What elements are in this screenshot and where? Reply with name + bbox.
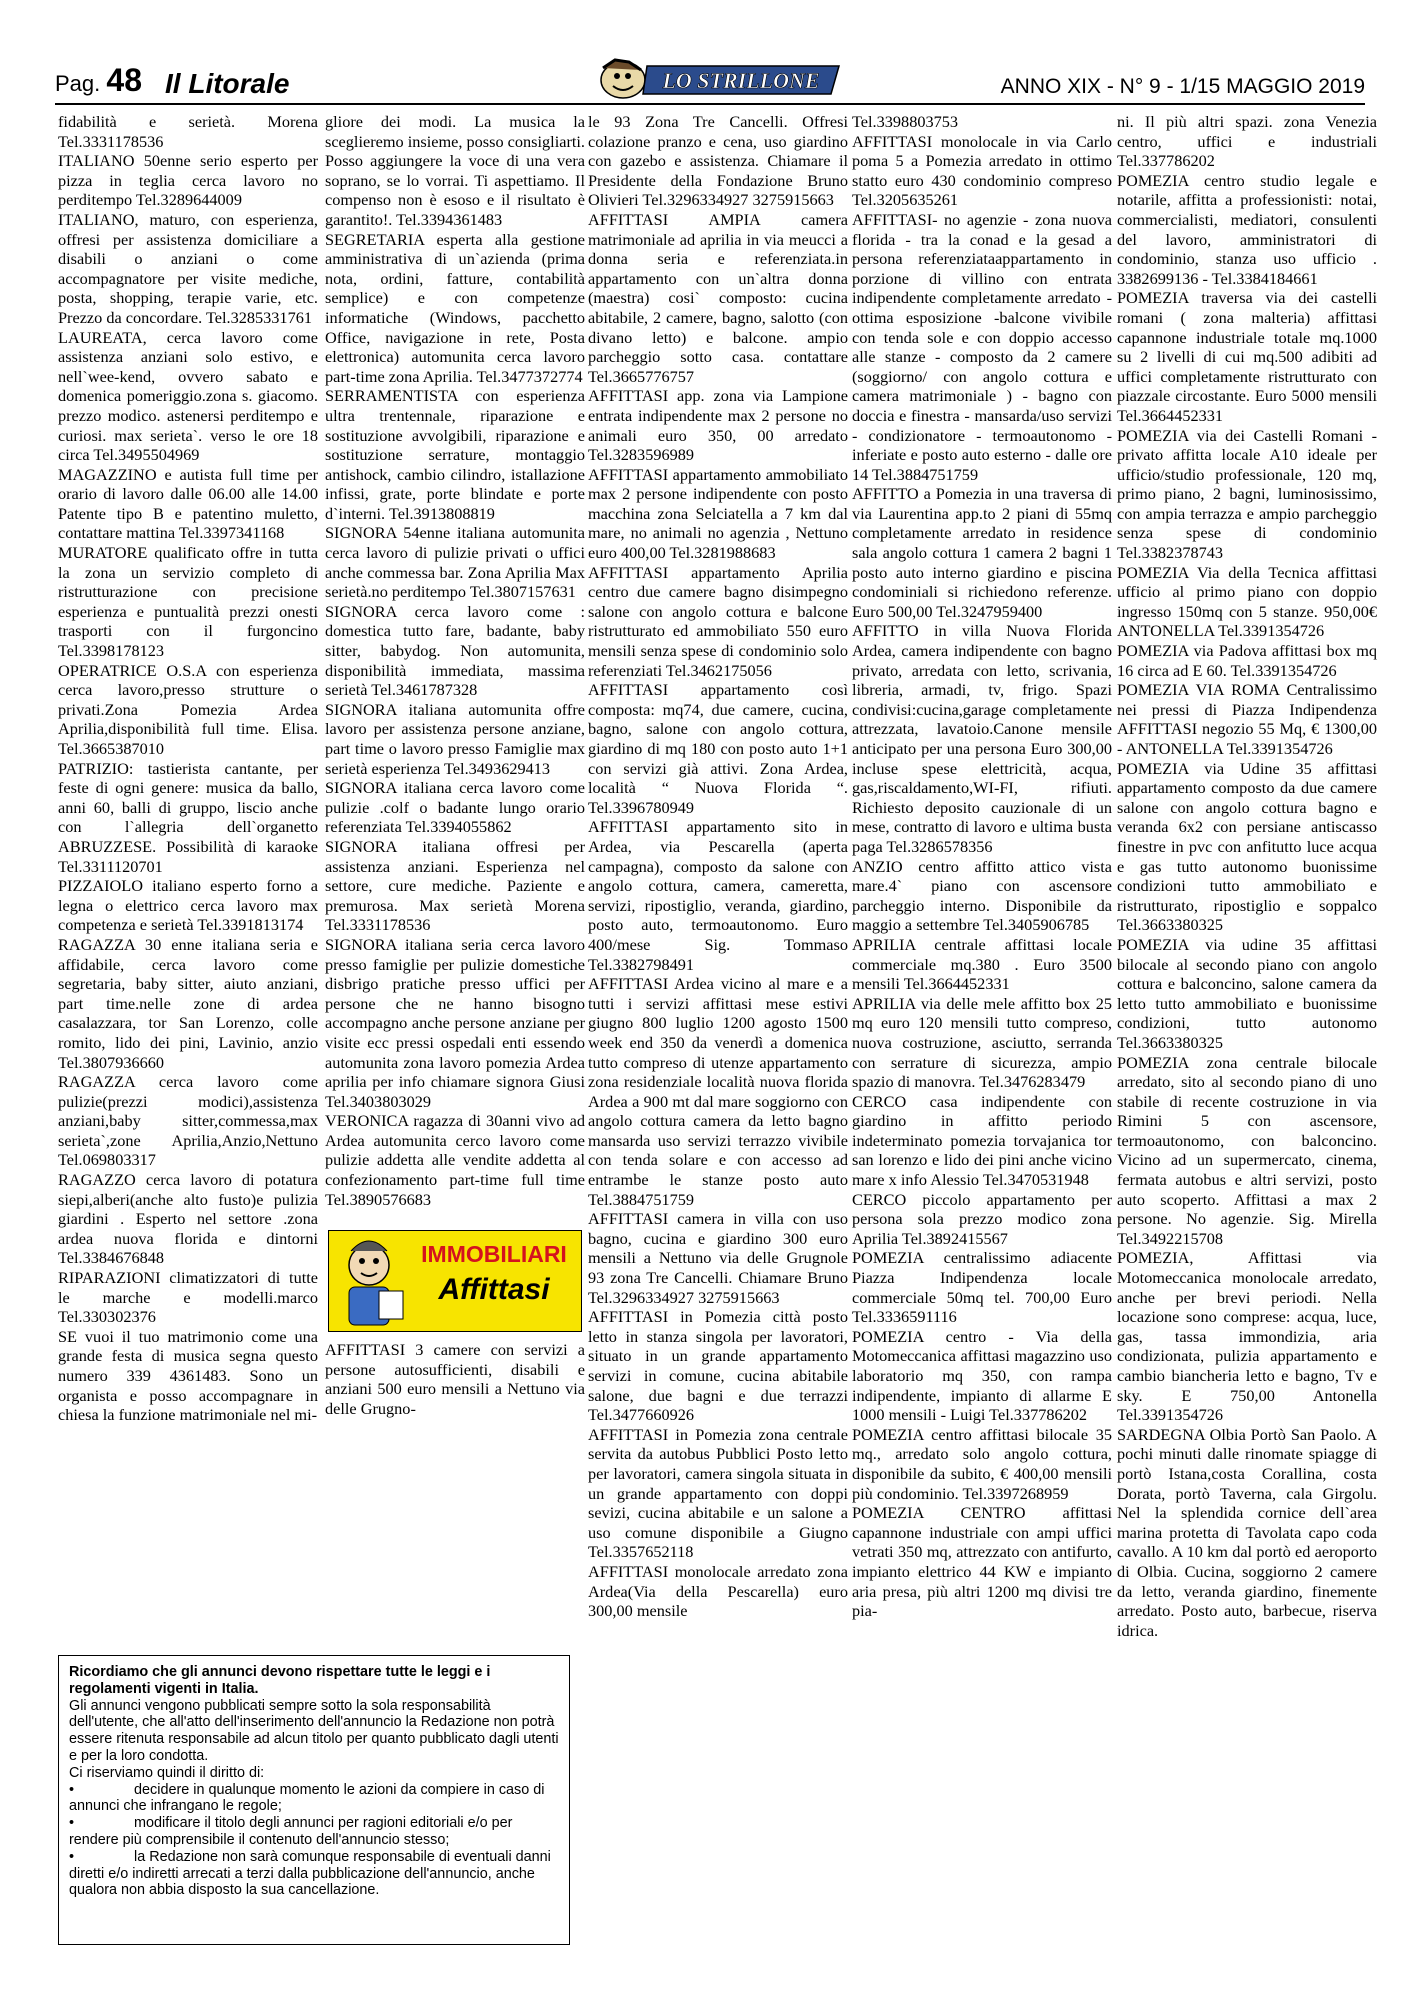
banner-subtitle: Affittasi	[438, 1273, 550, 1306]
column-2-continued	[325, 1340, 585, 1418]
classified-ad: ni. Il più altri spazi. zona Venezia centro, uffici e industriali Tel.337786202	[1117, 112, 1377, 171]
column-1	[58, 112, 318, 1652]
notice-right-item: • decidere in qualunque momento le azioni da compiere in caso di annunci che infrangano le regole;	[69, 1782, 559, 1816]
classified-ad: AFFITTASI app. zona via Lampione entrata indipendente max 2 persone no animali euro 350, 00 arredato Tel.3283596989	[588, 386, 848, 465]
classified-ad: MURATORE qualificato offre in tutta la zona un servizio completo di ristrutturazione con precisione esperienza e puntualità prezzi onesti trasporti con il furgoncino Tel.3398178123	[58, 543, 318, 661]
notice-right-item: • modificare il titolo degli annunci per ragioni editoriali e/o per rendere più comprensibile il contenuto dell'annuncio stesso;	[69, 1815, 559, 1849]
classified-ad: APRILIA centrale affittasi locale commerciale mq.380 . Euro 3500 mensili Tel.3664452331	[852, 934, 1112, 994]
notice-right-item: • la Redazione non sarà comunque responsabile di eventuali danni diretti e/o indiretti arrecati a terzi dalla pubblicazione dell'annuncio, anche qualora non abbia disposto la sua cancellazione.	[69, 1849, 559, 1899]
notice-rights-intro: Ci riserviamo quindi il diritto di:	[69, 1764, 265, 1781]
classified-ad: POMEZIA VIA ROMA Centralissimo nei pressi di Piazza Indipendenza AFFITTASI negozio 55 Mq, € 1300,00 - ANTONELLA Tel.3391354726	[1117, 680, 1377, 758]
newspaper-title: Il Litorale	[165, 68, 290, 99]
classified-ad: SIGNORA italiana cerca lavoro come pulizie .colf o badante lungo orario referenziata Tel.3394055862	[325, 778, 585, 837]
classified-ad: POMEZIA traversa via dei castelli romani ( zona malteria) affittasi capannone industriale totale mq.1000 su 2 livelli di cui mq.500 adibiti ad uffici completamente ristrutturato con piazzale circostante. Euro 5000 mensili Tel.3664452331	[1117, 288, 1377, 425]
classified-ad: PATRIZIO: tastierista cantante, per feste di ogni genere: musica da ballo, anni 60, balli di gruppo, liscio anche con l`allegria dell`organetto ABRUZZESE. Possibilità di karaoke Tel.3311120701	[58, 758, 318, 876]
classified-ad: POMEZIA centralissimo adiacente Piazza Indipendenza locale commerciale 50mq tel. 700,00 Euro Tel.3336591116	[852, 1248, 1112, 1327]
classified-ad: AFFITTASI in Pomezia città posto letto in stanza singola per lavoratori, situato in un grande appartamento servizi in comune, cucina abitabile salone, due bagni e due terrazzi Tel.3477660926	[588, 1307, 848, 1425]
classified-ad: AFFITTO a Pomezia in una traversa di via Laurentina app.to 2 piani di 55mq completamente arredato in residence sala angolo cottura 1 camera 2 bagni 1 posto auto interno giardino e piscina condominiali si richiedono referenze. Euro 500,00 Tel.3247959400	[852, 484, 1112, 621]
classified-ad: POMEZIA, Affittasi via Motomeccanica monolocale arredato, anche per brevi periodi. Nella locazione sono comprese: acqua, luce, gas, tassa immondizia, aria condizionata, pulizia appartamento e cambio biancheria letto e bagno, Tv e sky. E 750,00 Antonella Tel.3391354726	[1117, 1248, 1377, 1425]
classified-ad: CERCO casa indipendente con giardino in affitto periodo indeterminato pomezia torvajanica tor san lorenzo e lido dei pini anche vicino mare x info Alessio Tel.3470531948	[852, 1091, 1112, 1190]
classified-ad: POMEZIA Via della Tecnica affittasi ufficio al primo piano con doppio ingresso 150mq con 5 stanze. 950,00€ ANTONELLA Tel.3391354726	[1117, 562, 1377, 641]
classified-ad: SIGNORA cerca lavoro come : domestica tutto fare, badante, baby sitter, babydog. Non automunita, disponibilità immediata, massima serietà Tel.3461787328	[325, 601, 585, 700]
classified-ad: AFFITTO in villa Nuova Florida Ardea, camera indipendente con bagno privato, arredata con letto, scrivania, libreria, armadi, tv, frigo. Spazi condivisi:cucina,garage completamente attrezzata, lavatoio.Canone mensile anticipato per una persona Euro 300,00 incluse spese elettricità, acqua, gas,riscaldamento,WI-FI, rifiuti. Richiesto deposito cauzionale di un mese, contratto di lavoro e ultima busta paga Tel.3286578356	[852, 621, 1112, 856]
classified-ad: SIGNORA italiana automunita offre lavoro per assistenza persone anziane, part time o lavoro presso Famiglie max serietà esperienza Tel.3493629413	[325, 699, 585, 778]
immobiliari-affittasi-banner	[328, 1230, 582, 1332]
classified-ad: APRILIA via delle mele affitto box 25 mq euro 120 mensili tutto compreso, nuova costruzione, asciutto, serranda con serrature di sicurezza, ampio spazio di manovra. Tel.3476283479	[852, 993, 1112, 1092]
classified-ad: AFFITTASI appartamento così composta: mq74, due camere, cucina, bagno, salone con angolo cottura, giardino di mq 180 con posto auto 1+1 con servizi già attivi. Zona Ardea, località “ Nuova Florida “. Tel.3396780949	[588, 680, 848, 817]
classified-ad: AFFITTASI monolocale in via Carlo poma 5 a Pomezia arredato in ottimo statto euro 430 condominio compreso Tel.3205635261	[852, 131, 1112, 210]
classified-ad: POMEZIA centro studio legale e notarile, affitta a professionisti: notai, commercialisti, mediatori, consulenti del lavoro, amministratori di condominio, stanza uso ufficio . 3382699136 - Tel.3384184661	[1117, 170, 1377, 288]
classified-ad: AFFITTASI AMPIA camera matrimoniale ad aprilia in via meucci a donna seria e referenziata.in appartamento con un`altra donna (maestra) cosi` composto: cucina abitabile, 2 camere, bagno, salotto (con divano letto) e balcone. ampio parcheggio sotto casa. contattare Tel.3665776757	[588, 209, 848, 386]
classified-ad: Tel.3398803753	[852, 112, 959, 131]
banner-title: IMMOBILIARI	[421, 1241, 567, 1267]
classified-ad: POMEZIA via Udine 35 affittasi appartamento composto da due camere salone con angolo cottura bagno e veranda 6x2 con persiane antiscasso finestre in pvc con anfitutto luce acqua e gas tutto autonomo buonissime condizioni tutto ammobiliato e ristrutturato, ripostiglio e soppalco Tel.3663380325	[1117, 758, 1377, 935]
notice-rights-list	[69, 1782, 559, 1900]
classified-ad: SIGNORA italiana seria cerca lavoro presso famiglie per pulizie domestiche disbrigo pratiche presso uffici per persone che ne hanno bisogno accompagno anche persone anziane per visite ecc pressi ospedali enti essendo automunita zona lavoro pomezia Ardea aprilia per info chiamare signora Giusi Tel.3403803029	[325, 934, 585, 1111]
header-rule	[55, 103, 1365, 105]
column-2	[325, 112, 585, 1212]
logo-text: LO STRILLONE	[662, 68, 820, 93]
classified-ad: POMEZIA zona centrale bilocale arredato, sito al secondo piano di uno stabile di recente costruzione in via Rimini 5 con ascensore, termoautonomo, con balconcino. Vicino ad un supermercato, cinema, fermata autobus e altri servizi, posto auto scoperto. Affittasi a max 2 persone. No agenzie. Sig. Mirella Tel.3492215708	[1117, 1052, 1377, 1248]
column-4	[852, 112, 1112, 1992]
classified-ad: le 93 Zona Tre Cancelli. Offresi colazione pranzo e cena, uso giardino con gazebo e assistenza. Chiamare il Presidente della Fondazione Bruno Olivieri Tel.3296334927 3275915663	[588, 112, 848, 210]
classified-ad: POMEZIA centro - Via della Motomeccanica affittasi magazzino uso laboratorio mq 350, con rampa indipendente, impianto di allarme E 1000 mensili - Luigi Tel.337786202	[852, 1326, 1112, 1425]
classified-ad: AFFITTASI monolocale arredato zona Ardea(Via della Pescarella) euro 300,00 mensile	[588, 1561, 848, 1621]
classified-ad: LAUREATA, cerca lavoro come assistenza anziani solo estivo, e nell`wee-kend, ovvero sabato e domenica pomeriggio.zona s. giacomo. prezzo modico. astenersi perditempo e curiosi. max serieta`. verso le ore 18 circa Tel.3495504969	[58, 327, 318, 465]
mascot-illustration	[329, 1231, 409, 1331]
classified-ad: POMEZIA centro affittasi bilocale 35 mq., arredato solo angolo cottura, disponibile da subito, € 400,00 mensili più condominio. Tel.3397268959	[852, 1424, 1112, 1503]
classified-ad: VERONICA ragazza di 30anni vivo ad Ardea automunita cerco lavoro come pulizie addetta alle vendite addetta al confezionamento part-time full time Tel.3890576683	[325, 1111, 585, 1209]
classified-ad: SE vuoi il tuo matrimonio come una grande festa di musica segna questo numero 339 4361483. Sono un organista e posso accompagnare in chiesa la funzione matrimoniale nel mi-	[58, 1326, 318, 1425]
classified-ad: AFFITTASI in Pomezia zona centrale servita da autobus Pubblici Posto letto per lavoratori, camera singola situata in un grande appartamento con doppi sevizi, cucina abitabile e un salone a uso comune disponibile a Giugno Tel.3357652118	[588, 1424, 848, 1562]
column-3	[588, 112, 848, 1992]
classified-ad: MAGAZZINO e autista full time per orario di lavoro dalle 06.00 alle 14.00 Patente tipo B e patentino muletto, contattare mattina Tel.3397341168	[58, 464, 318, 543]
classified-ad: PIZZAIOLO italiano esperto forno a legna o elettrico cerca lavoro max competenza e serietà Tel.3391813174	[58, 876, 318, 935]
classified-ad: SIGNORA 54enne italiana automunita cerca lavoro di pulizie privati o uffici anche commessa bar. Zona Aprilia Max serietà.no perditempo Tel.3807157631	[325, 523, 585, 602]
classified-ad: gliore dei modi. La musica la sceglieremo insieme, posso consigliarti. Posso aggiungere la voce di una vera soprano, se lo vorrai. Ti aspettiamo. Il compenso non è esoso e il risultato è garantito!. Tel.3394361483	[325, 112, 585, 229]
classified-ad: SEGRETARIA esperta alla gestione amministrativa di un`azienda (prima nota, ordini, fatture, contabilità semplice) e con competenze informatiche (Windows, pacchetto Office, navigazione in rete, Posta elettronica) automunita cerca lavoro part-time zona Aprilia. Tel.3477372774	[325, 229, 585, 386]
classified-ad: RIPARAZIONI climatizzatori di tutte le marche e modelli.marco Tel.330302376	[58, 1268, 318, 1327]
column-5	[1117, 112, 1377, 1992]
classified-ad: AFFITTASI camera in villa con uso bagno, cucina e giardino 300 euro mensili a Nettuno via delle Grugnole 93 zona Tre Cancelli. Chiamare Bruno Tel.3296334927 3275915663	[588, 1209, 848, 1307]
classified-ad: RAGAZZO cerca lavoro di potatura siepi,alberi(anche alto fusto)e pulizia giardini . Esperto nel settore .zona ardea nuova florida e dintorni Tel.3384676848	[58, 1170, 318, 1268]
page-header	[55, 60, 1365, 102]
classified-ad: POMEZIA via dei Castelli Romani - privato affitta locale A10 ideale per ufficio/studio professionale, 120 mq, primo piano, 2 bagni, luminosissimo, con ampia terrazza e ampio parcheggio senza spese di condominio Tel.3382378743	[1117, 425, 1377, 563]
classified-ad: ITALIANO 50enne serio esperto per pizza in teglia cerca lavoro no perditempo Tel.3289644009	[58, 151, 318, 210]
classified-ad: SIGNORA italiana offresi per assistenza anziani. Esperienza nel settore, cure mediche. Paziente e premurosa. Max serietà Morena Tel.3331178536	[325, 836, 585, 935]
classified-ad: CERCO piccolo appartamento per persona sola prezzo modico zona Aprilia Tel.3892415567	[852, 1189, 1112, 1248]
classified-ad: POMEZIA via udine 35 affittasi bilocale al secondo piano con angolo cottura e balconcino, salone camera da letto tutto ammobiliato e buonissime condizioni, tutto autonomo Tel.3663380325	[1117, 934, 1377, 1052]
lo-strillone-logo	[595, 58, 845, 100]
page-label: Pag. 48	[55, 62, 142, 98]
classified-ad: AFFITTASI appartamento Aprilia centro due camere bagno disimpegno salone con angolo cottura e balcone ristrutturato ed ammobiliato 550 euro mensili senza spese di condominio solo referenziati Tel.3462175056	[588, 562, 848, 680]
classified-ad: OPERATRICE O.S.A con esperienza cerca lavoro,presso strutture o privati.Zona Pomezia Ardea Aprilia,disponibilità full time. Elisa. Tel.3665387010	[58, 660, 318, 758]
classified-ad: ANZIO centro affitto attico vista mare.4` piano con ascensore parcheggio interno. Disponibile da maggio a settembre Tel.3405906785	[852, 856, 1112, 935]
classified-ad: SERRAMENTISTA con esperienza ultra trentennale, riparazione e sostituzione avvolgibili, riparazione e sostituzione serrature, montaggio antishock, cambio cilindro, istallazione infissi, grate, porte blindate e porte d`interni. Tel.3913808819	[325, 386, 585, 523]
notice-body: Gli annunci vengono pubblicati sempre sotto la sola responsabilità dell'utente, che all'atto dell'inserimento dell'annuncio la Redazione non potrà essere ritenuta responsabile ad alcun titolo per quanto pubblicato dagli utenti e per la loro condotta.	[69, 1697, 559, 1764]
notice-title: Ricordiamo che gli annunci devono rispettare tutte le leggi e i regolamenti vigenti in Italia.	[69, 1664, 491, 1697]
page-number: 48	[106, 62, 142, 98]
legal-notice-box	[58, 1655, 570, 1945]
classified-ad: SARDEGNA Olbia Portò San Paolo. A pochi minuti dalle rinomate spiagge di portò Istana,costa Corallina, costa Dorata, portò Taverna, cala Girgolu. Nel la splendida cornice dell`area marina protetta di Tavolata capo coda cavallo. A 10 km dal portò ed aeroporto di Olbia. Cucina, soggiorno 2 camere da letto, veranda giardino, finemente arredato. Posto auto, barbecue, riserva idrica.	[1117, 1424, 1377, 1640]
classified-ad: AFFITTASI 3 camere con servizi a persone autosufficienti, disabili e anziani 500 euro mensili a Nettuno via delle Grugno-	[325, 1340, 585, 1418]
classified-ad: AFFITTASI appartamento sito in Ardea, via Pescarella (aperta campagna), composto da salone con angolo cottura, camera, cameretta, servizi, ripostiglio, veranda, giardino, posto auto, termoautonomo. Euro 400/mese Sig. Tommaso Tel.3382798491	[588, 817, 848, 974]
classified-ad: ITALIANO, maturo, con esperienza, offresi per assistenza domiciliare a disabili o anziani o come accompagnatore per visite mediche, posta, shopping, terapie varie, etc. Prezzo da concordare. Tel.3285331761	[58, 209, 318, 327]
issue-info: ANNO XIX - N° 9 - 1/15 MAGGIO 2019	[1000, 75, 1365, 98]
classified-ad: AFFITTASI- no agenzie - zona nuova florida - tra la conad e la gesad a persona referenziataappartamento in porzione di villino con entrata indipendente completamente arredato - ottima esposizione -balcone vivibile con tenda sole e con doppio accesso alle stanze - composto da 2 camere (soggiorno/ con angolo cottura e camera matrimoniale ) - bagno con doccia e finestra - mansarda/uso servizi - condizionatore - termoautonomo - inferiate e posto auto esterno - dalle ore 14 Tel.3884751759	[852, 209, 1112, 484]
classified-ad: AFFITTASI appartamento ammobiliato max 2 persone indipendente con posto macchina zona Selciatella a 7 km dal mare, no animali no agenzia , Nettuno euro 400,00 Tel.3281988683	[588, 464, 848, 563]
classified-ad: AFFITTASI Ardea vicino al mare e a tutti i servizi affittasi mese estivi giugno 800 luglio 1200 agosto 1500 week end 350 da venerdì a domenica tutto compreso di utenze appartamento zona residenziale località nuova florida Ardea a 900 mt dal mare soggiorno con angolo cottura camera da letto bagno mansarda uso servizi terrazzo vivibile con tenda solare e con accesso ad entrambe le stanze posto auto Tel.3884751759	[588, 974, 848, 1209]
classified-ad: RAGAZZA cerca lavoro come pulizie(prezzi modici),assistenza anziani,baby sitter,commessa,max serieta`,zone Aprilia,Anzio,Nettuno Tel.069803317	[58, 1072, 318, 1170]
classified-ad: POMEZIA via Padova affittasi box mq 16 circa ad E 60. Tel.3391354726	[1117, 641, 1377, 680]
classified-ad: RAGAZZA 30 enne italiana seria e affidabile, cerca lavoro come segretaria, baby sitter, aiuto anziani, part time.nelle zone di ardea casalazzara, tor San Lorenzo, colle romito, lido dei pini, Lavinio, anzio Tel.3807936660	[58, 934, 318, 1072]
classified-ad: fidabilità e serietà. Morena Tel.3331178536	[58, 112, 318, 151]
classified-ad: POMEZIA CENTRO affittasi capannone industriale con ampi uffici vetrati 350 mq, attrezzato con antifurto, impianto elettrico 44 KW e impianto aria presa, più altri 1200 mq divisi tre pia-	[852, 1503, 1112, 1621]
